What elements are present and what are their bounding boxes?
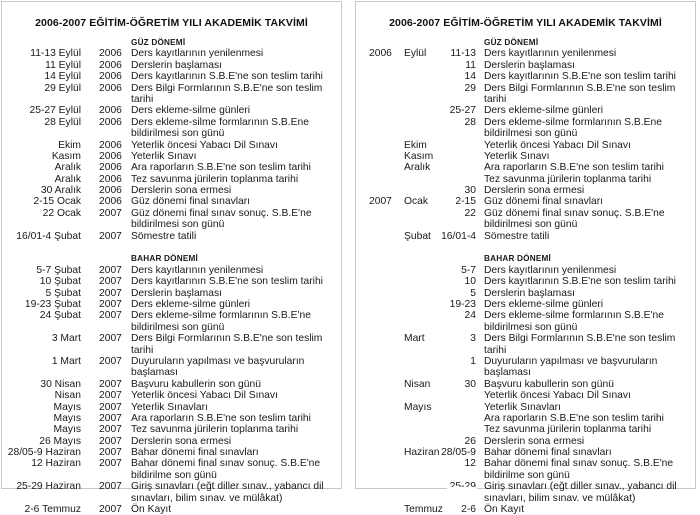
event-date: 30 Aralık <box>40 185 81 197</box>
event-date: 3 Mart <box>51 333 81 345</box>
event-year: 2006 <box>99 116 122 128</box>
calendar-row <box>356 140 695 151</box>
calendar-row <box>2 470 341 481</box>
event-description: Yeterlik öncesi Yabacı Dil Sınavı <box>484 139 631 151</box>
calendar-rows <box>2 37 341 515</box>
event-description: Duyuruların yapılması ve başvuruların <box>131 355 305 367</box>
event-year: 2007 <box>99 287 122 299</box>
event-description: Başvuru kabullerin son günü <box>484 378 614 390</box>
event-day: 29 <box>464 82 476 94</box>
calendar-row <box>2 83 341 94</box>
calendar-row <box>356 265 695 276</box>
event-description: Derslerin başlaması <box>131 59 222 71</box>
calendar-row <box>2 174 341 185</box>
event-year: 2006 <box>99 185 122 197</box>
calendar-row <box>356 447 695 458</box>
event-description: Ön Kayıt <box>484 504 525 515</box>
event-description: Bahar dönemi final sınavları <box>484 447 612 459</box>
event-year: 2006 <box>369 48 392 60</box>
event-date: 24 Şubat <box>39 310 81 322</box>
calendar-row <box>2 424 341 435</box>
event-description: sınavları, bilim sınav. ve mülâkat) <box>131 492 283 504</box>
event-year: 2007 <box>99 435 122 447</box>
calendar-row <box>356 481 695 492</box>
event-day: 25-27 <box>449 105 476 117</box>
calendar-row <box>356 310 695 321</box>
calendar-panel-year-first <box>355 1 696 515</box>
semester-heading <box>2 253 341 264</box>
event-description: tarihi <box>131 344 154 356</box>
border-gap <box>447 487 477 489</box>
calendar-row <box>2 219 341 230</box>
event-date: 26 Mayıs <box>39 435 81 447</box>
calendar-row <box>356 424 695 435</box>
event-date: Nisan <box>54 390 81 402</box>
event-description: Bahar dönemi final sınav sonuç. S.B.E'ne <box>131 458 321 470</box>
calendar-row <box>356 208 695 219</box>
event-year: 2006 <box>99 105 122 117</box>
calendar-row <box>2 402 341 413</box>
event-description: Ders kayıtlarının yenilenmesi <box>484 264 617 276</box>
row-spacer <box>2 242 341 253</box>
event-description: Ders Bilgi Formlarının S.B.E'ne son teslim <box>484 82 676 94</box>
event-year: 2007 <box>99 481 122 493</box>
calendar-row <box>2 504 341 515</box>
event-description: tarihi <box>484 344 507 356</box>
calendar-row <box>356 288 695 299</box>
semester-heading-text: BAHAR DÖNEMİ <box>131 254 198 264</box>
event-description: Ders kayıtlarının yenilenmesi <box>484 48 617 60</box>
event-description: sınavları, bilim sınav. ve mülâkat) <box>484 492 636 504</box>
event-description: Ders ekleme-silme günleri <box>484 105 604 117</box>
event-description: Ara raporların S.B.E'ne son teslim tarihi <box>484 162 664 174</box>
event-month: Kasım <box>404 150 434 162</box>
calendar-row <box>2 379 341 390</box>
calendar-row <box>2 151 341 162</box>
calendar-row <box>2 322 341 333</box>
calendar-row <box>356 60 695 71</box>
event-description: bildirilmesi son günü <box>131 128 225 140</box>
event-description: Ders ekleme-silme günleri <box>131 298 251 310</box>
calendar-row <box>356 367 695 378</box>
event-description: Sömestre tatili <box>131 230 197 242</box>
event-day: 28 <box>464 116 476 128</box>
event-description: Giriş sınavları (eğt diller sınav., yabancı dil <box>484 481 677 493</box>
calendar-row <box>2 413 341 424</box>
event-date: 19-23 Şubat <box>24 298 81 310</box>
event-description: Ders kayıtlarının S.B.E'ne son teslim tarihi <box>131 276 323 288</box>
calendar-row <box>2 105 341 116</box>
calendar-row <box>356 94 695 105</box>
calendar-row <box>356 117 695 128</box>
event-month: Ekim <box>404 139 427 151</box>
event-year: 2007 <box>99 276 122 288</box>
calendar-row <box>356 322 695 333</box>
event-year: 2006 <box>99 48 122 60</box>
calendar-row <box>356 276 695 287</box>
event-year: 2006 <box>99 162 122 174</box>
event-description: Yeterlik öncesi Yabacı Dil Sınavı <box>131 390 278 402</box>
event-description: Derslerin başlaması <box>484 59 575 71</box>
calendar-row <box>2 447 341 458</box>
calendar-row <box>356 196 695 207</box>
event-day: 26 <box>464 435 476 447</box>
event-year: 2006 <box>99 150 122 162</box>
calendar-row <box>356 299 695 310</box>
calendar-row <box>356 413 695 424</box>
event-month: Mayıs <box>404 401 432 413</box>
event-date: Mayıs <box>53 412 81 424</box>
event-description: Yeterlik Sınavı <box>484 150 550 162</box>
event-day: 2-6 <box>461 504 476 515</box>
event-description: Ders Bilgi Formlarının S.B.E'ne son teslim <box>131 333 323 345</box>
calendar-row <box>2 128 341 139</box>
calendar-row <box>2 162 341 173</box>
calendar-row <box>2 231 341 242</box>
event-day: 30 <box>464 185 476 197</box>
event-date: 2-15 Ocak <box>33 196 81 208</box>
event-month: Temmuz <box>404 504 443 515</box>
calendar-row <box>2 140 341 151</box>
event-description: tarihi <box>484 93 507 105</box>
event-description: Ders ekleme-silme formlarının S.B.E'ne <box>131 310 311 322</box>
event-year: 2007 <box>99 390 122 402</box>
event-description: Derslerin sona ermesi <box>131 185 232 197</box>
event-year: 2006 <box>99 139 122 151</box>
calendar-row <box>2 196 341 207</box>
event-description: Ders kayıtlarının S.B.E'ne son teslim tarihi <box>484 71 676 83</box>
event-description: Ara raporların S.B.E'ne son teslim tarihi <box>484 412 664 424</box>
calendar-row <box>356 470 695 481</box>
event-description: bildirilmesi son günü <box>484 128 578 140</box>
event-year: 2007 <box>99 333 122 345</box>
event-date: Kasım <box>51 150 81 162</box>
event-date: Ekim <box>58 139 81 151</box>
event-description: Ders kayıtlarının yenilenmesi <box>131 264 264 276</box>
event-description: Ara raporların S.B.E'ne son teslim tarihi <box>131 412 311 424</box>
event-year: 2007 <box>99 207 122 219</box>
semester-heading <box>356 37 695 48</box>
event-year: 2007 <box>99 401 122 413</box>
event-date: 5 Şubat <box>45 287 81 299</box>
calendar-row <box>2 333 341 344</box>
event-description: bildirilmesi son günü <box>131 321 225 333</box>
event-month: Aralık <box>404 162 431 174</box>
event-month: Haziran <box>404 447 440 459</box>
event-year: 2007 <box>99 458 122 470</box>
event-year: 2007 <box>99 378 122 390</box>
event-year: 2007 <box>99 298 122 310</box>
event-date: Aralık <box>54 162 81 174</box>
event-description: bildirilme son günü <box>131 469 217 481</box>
event-description: Güz dönemi final sınavları <box>484 196 604 208</box>
event-day: 14 <box>464 71 476 83</box>
calendar-row <box>2 94 341 105</box>
event-day: 24 <box>464 310 476 322</box>
calendar-row <box>2 71 341 82</box>
event-description: Ders kayıtlarının yenilenmesi <box>131 48 264 60</box>
calendar-row <box>2 299 341 310</box>
event-month: Mart <box>404 333 425 345</box>
calendar-row <box>2 310 341 321</box>
event-description: Duyuruların yapılması ve başvuruların <box>484 355 658 367</box>
event-description: Ders ekleme-silme formlarının S.B.E'ne <box>484 310 664 322</box>
calendar-row <box>2 60 341 71</box>
event-year: 2006 <box>99 82 122 94</box>
event-year: 2007 <box>99 310 122 322</box>
event-day: 2-15 <box>455 196 476 208</box>
event-day: 19-23 <box>449 298 476 310</box>
calendar-row <box>356 390 695 401</box>
event-description: bildirilmesi son günü <box>484 321 578 333</box>
event-description: Derslerin sona ermesi <box>484 435 585 447</box>
calendar-row <box>356 83 695 94</box>
event-year: 2007 <box>99 412 122 424</box>
event-description: Derslerin başlaması <box>484 287 575 299</box>
event-year: 2006 <box>99 196 122 208</box>
event-day: 11 <box>465 59 476 71</box>
calendar-row <box>356 48 695 59</box>
calendar-row <box>356 379 695 390</box>
event-description: Tez savunma jürilerin toplanma tarihi <box>484 173 652 185</box>
calendar-row <box>2 481 341 492</box>
calendar-row <box>2 48 341 59</box>
event-day: 5 <box>470 287 476 299</box>
event-date: 22 Ocak <box>42 207 81 219</box>
event-day: 11-13 <box>450 48 476 60</box>
event-date: 11-13 Eylül <box>30 48 81 60</box>
calendar-row <box>356 105 695 116</box>
event-description: Ders Bilgi Formlarının S.B.E'ne son teslim <box>484 333 676 345</box>
event-description: Yeterlik öncesi Yabacı Dil Sınavı <box>484 390 631 402</box>
calendar-row <box>356 71 695 82</box>
calendar-row <box>2 436 341 447</box>
event-description: bildirilme son günü <box>484 469 570 481</box>
calendar-row <box>2 265 341 276</box>
event-month: Nisan <box>404 378 431 390</box>
calendar-row <box>356 185 695 196</box>
semester-heading <box>2 37 341 48</box>
event-day: 28/05-9 <box>441 447 476 459</box>
calendar-row <box>356 219 695 230</box>
event-description: Ders ekleme-silme günleri <box>131 105 251 117</box>
event-date: 30 Nisan <box>40 378 81 390</box>
event-date: 1 Mart <box>51 355 81 367</box>
event-year: 2007 <box>99 447 122 459</box>
calendar-row <box>356 402 695 413</box>
event-date: 28/05-9 Haziran <box>7 447 81 459</box>
event-day: 12 <box>464 458 476 470</box>
event-description: Yeterlik Sınavları <box>484 401 561 413</box>
event-description: Ara raporların S.B.E'ne son teslim tarihi <box>131 162 311 174</box>
event-year: 2007 <box>99 264 122 276</box>
event-date: 29 Eylül <box>44 82 81 94</box>
calendar-title: 2006-2007 EĞİTİM-ÖĞRETİM YILI AKADEMİK TAKVİMİ <box>389 17 662 29</box>
event-date: 14 Eylül <box>44 71 81 83</box>
event-day: 1 <box>470 355 476 367</box>
event-description: Derslerin sona ermesi <box>484 185 585 197</box>
event-date: Mayıs <box>53 401 81 413</box>
event-description: Yeterlik Sınavları <box>131 401 208 413</box>
calendar-row <box>2 276 341 287</box>
calendar-row <box>2 367 341 378</box>
event-year: 2007 <box>99 355 122 367</box>
event-date: 16/01-4 Şubat <box>16 230 81 242</box>
event-date: Aralık <box>54 173 81 185</box>
event-day: 22 <box>464 207 476 219</box>
event-year: 2006 <box>99 59 122 71</box>
event-month: Eylül <box>404 48 427 60</box>
event-day: 30 <box>464 378 476 390</box>
calendar-row <box>2 185 341 196</box>
event-description: Ön Kayıt <box>131 504 172 515</box>
event-description: Derslerin sona ermesi <box>131 435 232 447</box>
event-date: 5-7 Şubat <box>36 264 81 276</box>
calendar-panel-date-first <box>1 1 342 515</box>
event-description: Ders kayıtlarının S.B.E'ne son teslim tarihi <box>484 276 676 288</box>
semester-heading <box>356 253 695 264</box>
event-description: Yeterlik Sınavı <box>131 150 197 162</box>
event-description: Bahar dönemi final sınav sonuç. S.B.E'ne <box>484 458 674 470</box>
calendar-row <box>356 345 695 356</box>
calendar-row <box>356 504 695 515</box>
calendar-row <box>2 117 341 128</box>
event-date: 10 Şubat <box>39 276 81 288</box>
event-description: Ders ekleme-silme formlarının S.B.Ene <box>131 116 309 128</box>
event-date: 28 Eylül <box>44 116 81 128</box>
event-year: 2006 <box>99 71 122 83</box>
event-description: Giriş sınavları (eğt diller sınav., yabancı dil <box>131 481 324 493</box>
calendar-row <box>356 333 695 344</box>
calendar-row <box>356 162 695 173</box>
event-description: Bahar dönemi final sınavları <box>131 447 259 459</box>
event-year: 2007 <box>99 504 122 515</box>
event-date: 12 Haziran <box>31 458 81 470</box>
event-date: 11 Eylül <box>45 59 81 71</box>
event-description: Ders Bilgi Formlarının S.B.E'ne son teslim <box>131 82 323 94</box>
calendar-row <box>2 390 341 401</box>
calendar-row <box>356 174 695 185</box>
calendar-row <box>356 356 695 367</box>
calendar-row <box>2 458 341 469</box>
calendar-row <box>356 436 695 447</box>
event-month: Şubat <box>404 230 431 242</box>
calendar-title: 2006-2007 EĞİTİM-ÖĞRETİM YILI AKADEMİK TAKVİMİ <box>35 17 308 29</box>
event-description: Ders kayıtlarının S.B.E'ne son teslim tarihi <box>131 71 323 83</box>
calendar-row <box>2 345 341 356</box>
calendar-row <box>356 458 695 469</box>
event-description: başlaması <box>484 367 531 379</box>
event-description: bildirilmesi son günü <box>131 219 225 231</box>
event-description: Yeterlik öncesi Yabacı Dil Sınavı <box>131 139 278 151</box>
event-day: 10 <box>464 276 476 288</box>
event-date: 25-29 Haziran <box>16 481 81 493</box>
calendar-row <box>356 128 695 139</box>
event-year: 2007 <box>369 196 392 208</box>
event-description: Tez savunma jürilerin toplanma tarihi <box>131 173 299 185</box>
event-description: Güz dönemi final sınavları <box>131 196 251 208</box>
event-description: Güz dönemi final sınav sonuç. S.B.E'ne <box>484 207 665 219</box>
event-description: Ders ekleme-silme formlarının S.B.Ene <box>484 116 662 128</box>
event-day: 3 <box>470 333 476 345</box>
calendar-row <box>2 208 341 219</box>
event-description: Tez savunma jürilerin toplanma tarihi <box>131 424 299 436</box>
calendar-row <box>2 288 341 299</box>
event-year: 2007 <box>99 424 122 436</box>
event-description: Tez savunma jürilerin toplanma tarihi <box>484 424 652 436</box>
event-description: Sömestre tatili <box>484 230 550 242</box>
event-description: bildirilmesi son günü <box>484 219 578 231</box>
row-spacer <box>356 242 695 253</box>
event-description: başlaması <box>131 367 178 379</box>
event-description: Güz dönemi final sınav sonuç. S.B.E'ne <box>131 207 312 219</box>
event-month: Ocak <box>404 196 429 208</box>
calendar-rows <box>356 37 695 515</box>
event-day: 5-7 <box>461 264 476 276</box>
event-description: tarihi <box>131 93 154 105</box>
semester-heading-text: BAHAR DÖNEMİ <box>484 254 551 264</box>
event-date: Mayıs <box>53 424 81 436</box>
calendar-row <box>2 356 341 367</box>
semester-heading-text: GÜZ DÖNEMİ <box>131 38 186 47</box>
calendar-row <box>2 493 341 504</box>
event-day: 16/01-4 <box>441 230 476 242</box>
event-year: 2006 <box>99 173 122 185</box>
event-description: Derslerin başlaması <box>131 287 222 299</box>
semester-heading-text: GÜZ DÖNEMİ <box>484 38 539 47</box>
calendar-row <box>356 493 695 504</box>
event-year: 2007 <box>99 230 122 242</box>
event-date: 2-6 Temmuz <box>24 504 81 515</box>
calendar-row <box>356 231 695 242</box>
event-date: 25-27 Eylül <box>29 105 81 117</box>
event-description: Ders ekleme-silme günleri <box>484 298 604 310</box>
event-description: Başvuru kabullerin son günü <box>131 378 261 390</box>
calendar-row <box>356 151 695 162</box>
